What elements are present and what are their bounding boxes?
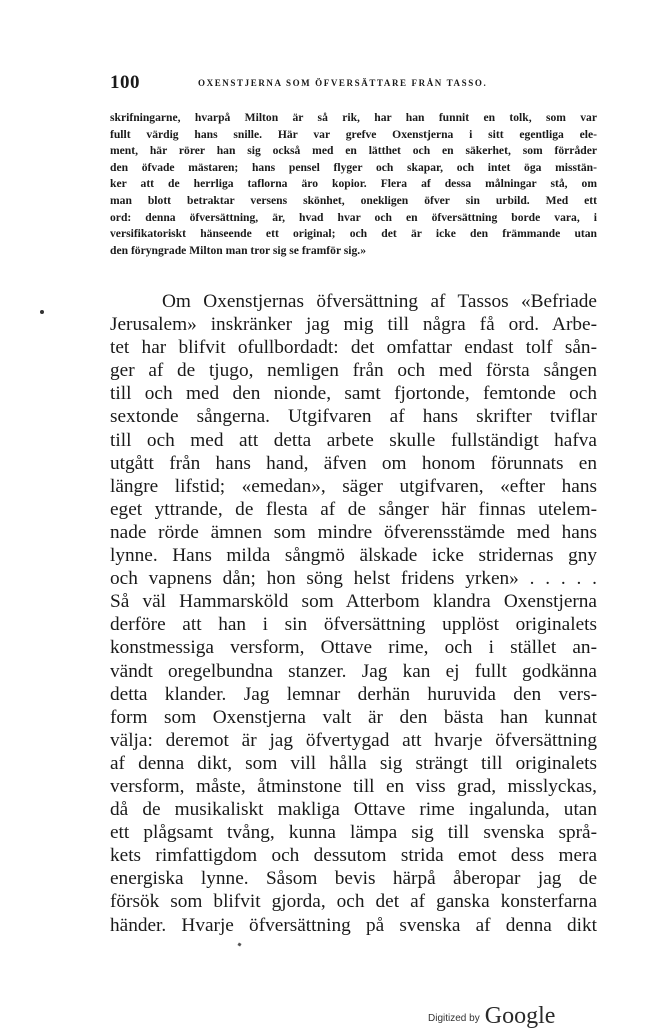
text-line: detta klander. Jag lemnar derhän huruvida den vers- [110, 683, 597, 705]
quote-line: den föryngrade Milton man tror sig se framför sig.» [110, 243, 367, 257]
text-line: då de musikaliskt makliga Ottave rime ingalunda, utan [110, 799, 597, 821]
text-line: händer. Hvarje öfversättning på svenska af denna dikt [110, 914, 597, 936]
text-line: af denna dikt, som vill hålla sig strängt till originalets [110, 752, 597, 774]
text-line: versform, måste, åtminstone till en viss grad, misslyckas, [110, 775, 597, 797]
text-line: derföre att han i sin öfversättning upplöst originalets [110, 614, 597, 636]
text-line: och vapnens dån; hon söng helst fridens yrken» . . . . . [110, 568, 597, 590]
quote-line: ker att de herrliga taflorna äro kopior. Flera af dessa målningar stå, om [110, 177, 597, 191]
quoted-passage [110, 110, 597, 259]
quote-line: versifikatoriskt hänseende ett original; och det är icke den främmande utan [110, 227, 597, 241]
quote-line: den öfvade mästaren; hans pensel flyger och skapar, och intet öga misstän- [110, 160, 597, 174]
text-line: tet har blifvit ofullbordadt: det omfattar endast tolf sån- [110, 337, 597, 359]
quote-line: fullt värdig hans snille. Här var grefve Oxenstjerna i sitt egentliga ele- [110, 127, 597, 141]
quote-line: man blott betraktar versens skönhet, onekligen öfver sin urbild. Med ett [110, 193, 597, 207]
margin-dot-mark [40, 310, 44, 314]
running-head: OXENSTJERNA SOM ÖFVERSÄTTARE FRÅN TASSO. [198, 78, 488, 88]
text-line: ett plågsamt tvång, kunna lämpa sig till svenska språ- [110, 822, 597, 844]
text-line: form som Oxenstjerna valt är den bästa han kunnat [110, 706, 597, 728]
quote-line: ment, här rörer han sig också med en lätthet och en säkerhet, som förråder [110, 144, 597, 158]
text-line: Om Oxenstjernas öfversättning af Tassos «Befriade [162, 291, 597, 312]
text-line: till och med den nionde, samt fjortonde, femtonde och [110, 383, 597, 405]
quote-line: skrifningarne, hvarpå Milton är så rik, har han funnit en tolk, som var [110, 111, 597, 124]
text-line: ger af de tjugo, nemligen från och med första sången [110, 360, 597, 382]
text-line: energiska lynne. Såsom bevis härpå åberopar jag de [110, 868, 597, 890]
text-line: utgått från hans hand, äfven om honom förunnats en [110, 452, 597, 474]
text-line: konstmessiga versform, Ottave rime, och i stället an- [110, 637, 597, 659]
text-line: kets rimfattigdom och dessutom strida emot dess mera [110, 845, 597, 867]
text-line: lynne. Hans milda sångmö älskade icke stridernas gny [110, 545, 597, 567]
text-line: sextonde sångerna. Utgifvaren af hans skrifter tviflar [110, 406, 597, 428]
body-paragraph [110, 290, 597, 937]
text-line: välja: deremot är jag öfvertygad att hvarje öfversättning [110, 729, 597, 751]
text-line: eget yttrande, de flesta af de sånger här finnas utelem- [110, 498, 597, 520]
text-line: vändt oregelbundna stanzer. Jag kan ej fullt godkänna [110, 660, 597, 682]
page-number: 100 [110, 72, 140, 93]
text-line: Så väl Hammarsköld som Atterbom klandra Oxenstjerna [110, 591, 597, 613]
page-header [110, 72, 590, 94]
watermark-prefix: Digitized by [428, 1013, 480, 1024]
digitization-watermark [428, 1003, 555, 1030]
stray-ink-mark [237, 942, 241, 946]
text-line: Jerusalem» inskränker jag mig till några få ord. Arbe- [110, 314, 597, 336]
text-line: försök som blifvit gjorda, och det af ganska konsterfarna [110, 891, 597, 913]
text-line: till och med att detta arbete skulle fullständigt hafva [110, 429, 597, 451]
google-logo: Google [484, 1003, 556, 1029]
text-line: längre lifstid; «emedan», säger utgifvaren, «efter hans [110, 475, 597, 497]
quote-line: ord: denna öfversättning, är, hvad hvar och en öfversättning borde vara, i [110, 210, 597, 224]
text-line: nade rörde ämnen som mindre öfverensstämde med hans [110, 521, 597, 543]
